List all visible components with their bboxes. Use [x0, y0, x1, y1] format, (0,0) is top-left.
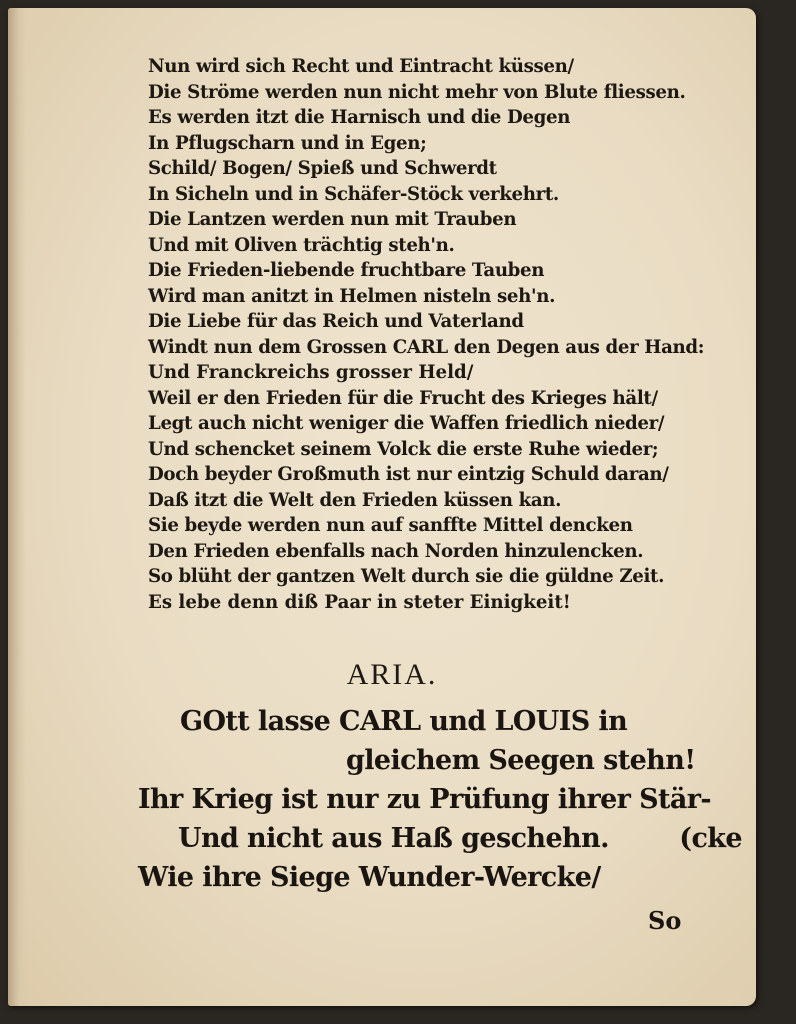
- verse-line: Die Liebe für das Reich und Vaterland: [148, 311, 524, 332]
- verse-line: Sie beyde werden nun auf sanffte Mittel dencken: [148, 515, 633, 536]
- verse-line: In Sicheln und in Schäfer-Stöck verkehrt.: [148, 183, 559, 205]
- aria-text: [138, 702, 742, 897]
- verse-line: Die Frieden-liebende fruchtbare Tauben: [148, 260, 545, 281]
- aria-line: Wie ihre Siege Wunder-Wercke/: [138, 862, 601, 893]
- book-page: [8, 8, 756, 1006]
- aria-line: gleichem Seegen stehn!: [346, 745, 696, 776]
- verse-line: Und schencket seinem Volck die erste Ruhe wieder;: [148, 438, 659, 460]
- verse-line: Die Lantzen werden nun mit Trauben: [148, 209, 517, 230]
- verse-line: Weil er den Frieden für die Frucht des Krieges hält/: [148, 387, 658, 409]
- verse-line: Die Ströme werden nun nicht mehr von Blute fliessen.: [148, 81, 686, 103]
- verse-line: Doch beyder Großmuth ist nur eintzig Schuld daran/: [148, 464, 669, 485]
- verse-line: Windt nun dem Grossen CARL den Degen aus der Hand:: [148, 336, 705, 358]
- aria-line: Und nicht aus Haß geschehn. (cke: [178, 823, 742, 854]
- verse-line: Den Frieden ebenfalls nach Norden hinzulencken.: [148, 540, 644, 562]
- verse-line: Nun wird sich Recht und Eintracht küssen/: [148, 56, 574, 77]
- verse-block: [148, 54, 704, 615]
- verse-line: So blüht der gantzen Welt durch sie die güldne Zeit.: [148, 566, 665, 587]
- verse-line: Es werden itzt die Harnisch und die Degen: [148, 107, 571, 128]
- catchword: So: [648, 906, 682, 935]
- page-gutter: [8, 8, 26, 1006]
- verse-line: Legt auch nicht weniger die Waffen friedlich nieder/: [148, 413, 665, 434]
- verse-line: In Pflugscharn und in Egen;: [148, 132, 427, 154]
- aria-heading: ARIA.: [346, 658, 438, 691]
- aria-line: Ihr Krieg ist nur zu Prüfung ihrer Stär-: [138, 784, 711, 815]
- verse-line: Daß itzt die Welt den Frieden küssen kan.: [148, 489, 562, 511]
- verse-line: Und Franckreichs grosser Held/: [148, 362, 474, 383]
- verse-line: Schild/ Bogen/ Spieß und Schwerdt: [148, 158, 497, 179]
- verse-line: Und mit Oliven trächtig steh'n.: [148, 234, 455, 256]
- aria-line: GOtt lasse CARL und LOUIS in: [180, 706, 628, 737]
- verse-line: Wird man anitzt in Helmen nisteln seh'n.: [148, 285, 556, 307]
- verse-line: Es lebe denn diß Paar in steter Einigkeit!: [148, 591, 571, 613]
